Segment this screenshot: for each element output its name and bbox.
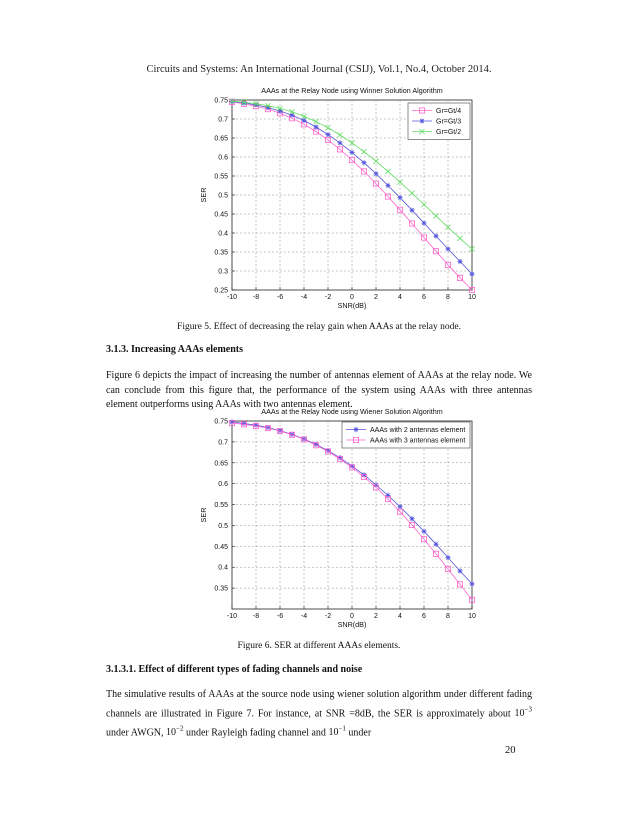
x-axis-label: SNR(dB) <box>337 301 367 310</box>
legend-marker <box>419 118 424 123</box>
figure-5-chart <box>0 80 638 320</box>
data-point <box>409 208 414 213</box>
x-tick-label: 6 <box>422 613 426 620</box>
y-tick-label: 0.6 <box>218 154 228 162</box>
x-tick-label: -8 <box>252 294 260 301</box>
data-point <box>421 221 426 226</box>
x-tick-label: -4 <box>300 613 308 620</box>
y-tick-label: 0.3 <box>218 268 228 276</box>
y-tick-label: 0.35 <box>214 249 228 257</box>
y-tick-label: 0.65 <box>214 135 228 143</box>
y-tick-label: 0.25 <box>214 287 228 295</box>
y-tick-label: 0.7 <box>218 116 228 124</box>
section-paragraph: Figure 6 depicts the impact of increasing the number of antennas element of AAAs at the relay node. We can conclude from this figure that, the performance of the system using AAAs with three antennas element outperforms using AAAs with two antennas element. <box>106 370 532 411</box>
data-point <box>241 100 246 105</box>
x-tick-label: 0 <box>350 294 354 301</box>
data-point <box>433 233 438 238</box>
x-tick-label: 2 <box>374 294 378 301</box>
y-axis-label: SER <box>199 187 208 203</box>
x-tick-label: -4 <box>300 294 308 301</box>
data-point <box>469 581 474 586</box>
x-tick-label: 4 <box>398 294 402 301</box>
page-number: 20 <box>505 745 516 756</box>
x-tick-label: -6 <box>276 294 284 301</box>
y-tick-label: 0.5 <box>218 522 228 530</box>
y-tick-label: 0.7 <box>218 439 228 447</box>
y-tick-label: 0.4 <box>218 230 228 238</box>
chart-title: AAAs at the Relay Node using Winner Solution Algorithm <box>261 86 443 95</box>
y-tick-label: 0.35 <box>214 585 228 593</box>
power-1: $10^{-3}$ <box>514 705 532 720</box>
x-tick-label: -2 <box>324 294 332 301</box>
power-3: $10^{-1}$ <box>328 724 346 739</box>
power-2: $10^{-2}$ <box>166 724 184 739</box>
legend <box>342 422 470 448</box>
x-tick-label: 6 <box>422 294 426 301</box>
x-tick-label: 10 <box>468 613 476 620</box>
y-axis-label: SER <box>199 507 208 523</box>
x-axis-label: SNR(dB) <box>337 620 367 629</box>
y-tick-label: 0.75 <box>214 418 228 426</box>
x-tick-label: 2 <box>374 613 378 620</box>
y-tick-label: 0.55 <box>214 502 228 510</box>
legend <box>408 103 470 140</box>
legend-label: AAAs with 2 antennas element <box>370 427 466 434</box>
x-tick-label: 8 <box>446 294 450 301</box>
legend-label: Gr=Gt/3 <box>436 118 462 126</box>
figure-5-caption: Figure 5. Effect of decreasing the relay gain when AAAs at the relay node. <box>177 322 461 332</box>
y-tick-label: 0.55 <box>214 173 228 181</box>
legend-label: AAAs with 3 antennas element <box>370 437 466 445</box>
x-tick-label: -6 <box>276 613 284 620</box>
data-point <box>457 568 462 573</box>
y-tick-label: 0.6 <box>218 481 228 489</box>
data-point <box>457 259 462 264</box>
section-heading: 3.1.3. Increasing AAAs elements <box>106 344 244 355</box>
x-tick-label: -10 <box>226 294 238 301</box>
chart-title: AAAs at the Relay Node using Wiener Solution Algorithm <box>261 407 443 416</box>
y-tick-label: 0.75 <box>214 97 228 105</box>
x-tick-label: -8 <box>252 613 260 620</box>
x-tick-label: 8 <box>446 613 450 620</box>
data-point <box>445 246 450 251</box>
y-tick-label: 0.5 <box>218 192 228 200</box>
x-tick-label: 4 <box>398 613 402 620</box>
x-tick-label: -2 <box>324 613 332 620</box>
data-point <box>445 555 450 560</box>
figure-6-caption: Figure 6. SER at different AAAs elements. <box>237 641 401 651</box>
y-tick-label: 0.45 <box>214 211 228 219</box>
y-tick-label: 0.4 <box>218 564 228 572</box>
subsection-heading: 3.1.3.1. Effect of different types of fading channels and noise <box>106 664 363 675</box>
figure-6-chart <box>0 402 638 638</box>
x-tick-label: 0 <box>350 613 354 620</box>
subsection-paragraph: The simulative results of AAAs at the source node using wiener solution algorithm under different fading channels are illustrated in Figure 7. For instance, at SNR =8dB, the SER is approximately about $10^{-3}$ under AWGN, $10^{-2}$ under Rayleigh fading channel and $10^{-1}$ under <box>106 689 532 739</box>
legend-label: Gr=Gt/2 <box>436 129 462 136</box>
x-tick-label: 10 <box>468 294 476 301</box>
y-tick-label: 0.65 <box>214 460 228 468</box>
y-tick-label: 0.45 <box>214 543 228 551</box>
journal-header: Circuits and Systems: An International Journal (CSIJ), Vol.1, No.4, October 2014. <box>146 64 492 75</box>
legend-label: Gr=Gt/4 <box>436 108 462 115</box>
x-tick-label: -10 <box>226 613 238 620</box>
